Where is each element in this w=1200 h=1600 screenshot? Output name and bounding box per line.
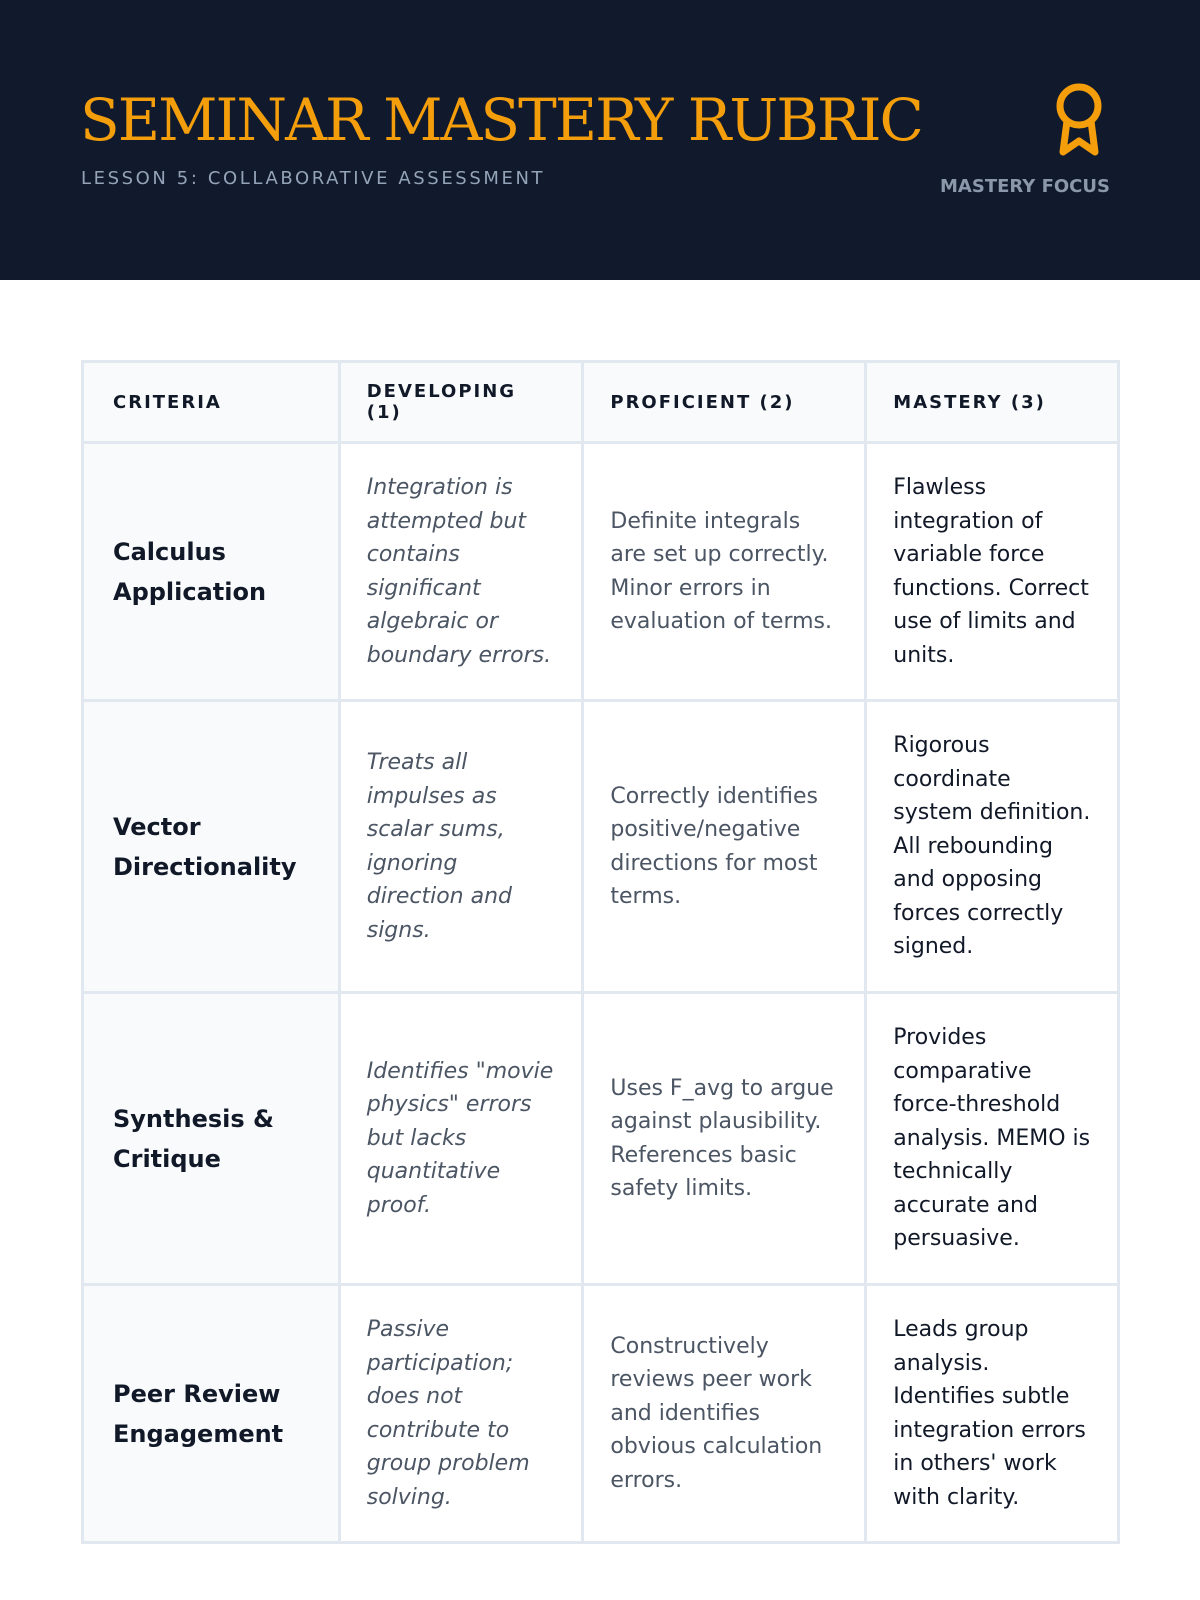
criterion-cell: Peer Review Engagement bbox=[83, 1285, 340, 1543]
mastery-focus-badge bbox=[930, 82, 1120, 202]
proficient-cell: Constructively reviews peer work and identifies obvious calculation errors. bbox=[583, 1285, 866, 1543]
proficient-cell: Uses F_avg to argue against plausibility. References basic safety limits. bbox=[583, 993, 866, 1285]
table-row bbox=[83, 701, 1119, 993]
rubric-table bbox=[81, 360, 1120, 1544]
page-header bbox=[0, 0, 1200, 280]
page-subtitle: LESSON 5: COLLABORATIVE ASSESSMENT bbox=[81, 168, 546, 189]
mastery-cell: Provides comparative force-threshold analysis. MEMO is technically accurate and persuasive. bbox=[866, 993, 1119, 1285]
mastery-cell: Rigorous coordinate system definition. All rebounding and opposing forces correctly signed. bbox=[866, 701, 1119, 993]
rubric-header-row bbox=[83, 362, 1119, 443]
badge-label: MASTERY FOCUS bbox=[940, 176, 1110, 197]
developing-cell: Integration is attempted but contains significant algebraic or boundary errors. bbox=[339, 443, 583, 701]
proficient-cell: Correctly identifies positive/negative directions for most terms. bbox=[583, 701, 866, 993]
mastery-cell: Flawless integration of variable force functions. Correct use of limits and units. bbox=[866, 443, 1119, 701]
table-row bbox=[83, 443, 1119, 701]
developing-cell: Treats all impulses as scalar sums, ignoring direction and signs. bbox=[339, 701, 583, 993]
developing-cell: Passive participation; does not contribute to group problem solving. bbox=[339, 1285, 583, 1543]
column-header-developing: DEVELOPING (1) bbox=[339, 362, 583, 443]
mastery-cell: Leads group analysis. Identifies subtle integration errors in others' work with clarity. bbox=[866, 1285, 1119, 1543]
column-header-mastery: MASTERY (3) bbox=[866, 362, 1119, 443]
table-row bbox=[83, 993, 1119, 1285]
column-header-proficient: PROFICIENT (2) bbox=[583, 362, 866, 443]
table-row bbox=[83, 1285, 1119, 1543]
criterion-cell: Calculus Application bbox=[83, 443, 340, 701]
criterion-cell: Vector Directionality bbox=[83, 701, 340, 993]
page-title: SEMINAR MASTERY RUBRIC bbox=[80, 86, 922, 154]
criterion-cell: Synthesis & Critique bbox=[83, 993, 340, 1285]
column-header-criteria: CRITERIA bbox=[83, 362, 340, 443]
proficient-cell: Definite integrals are set up correctly. Minor errors in evaluation of terms. bbox=[583, 443, 866, 701]
developing-cell: Identifies "movie physics" errors but lacks quantitative proof. bbox=[339, 993, 583, 1285]
award-ribbon-icon bbox=[1054, 82, 1104, 158]
